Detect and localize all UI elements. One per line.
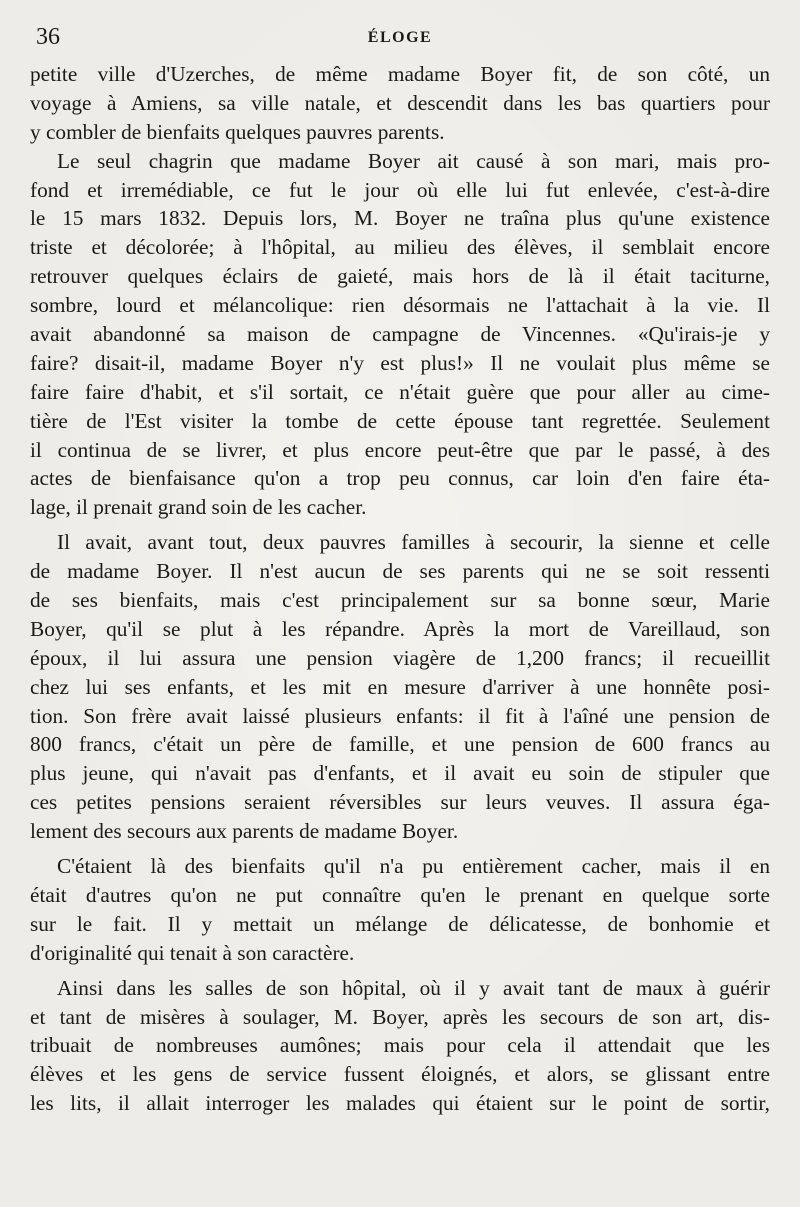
text-line: lement des secours aux parents de madame Boyer.: [30, 819, 459, 844]
text-line: petite ville d'Uzerches, de même madame Boyer fit, de son côté, un: [30, 62, 770, 86]
text-line: il continua de se livrer, et plus encore peut-être que par le passé, à des: [30, 437, 770, 462]
text-line: Le seul chagrin que madame Boyer ait causé à son mari, mais pro-: [57, 148, 770, 173]
paragraph: [30, 147, 770, 523]
text-line: élèves et les gens de service fussent éloignés, et alors, se glissant entre: [30, 1062, 770, 1087]
text-line: fond et irremédiable, ce fut le jour où elle lui fut enlevée, c'est-à-dire: [30, 177, 770, 202]
text-line: retrouver quelques éclairs de gaieté, mais hors de là il était taciturne,: [30, 264, 770, 289]
text-line: le 15 mars 1832. Depuis lors, M. Boyer ne traîna plus qu'une existence: [30, 206, 770, 231]
paragraph: [30, 974, 770, 1118]
text-line: faire faire d'habit, et s'il sortait, ce n'était guère que pour aller au cime-: [30, 379, 770, 404]
text-line: triste et décolorée; à l'hôpital, au milieu des élèves, il semblait encore: [30, 235, 770, 260]
paragraph: [30, 528, 770, 846]
page-header: [0, 22, 800, 56]
text-line: sur le fait. Il y mettait un mélange de délicatesse, de bonhomie et: [30, 911, 770, 936]
text-line: voyage à Amiens, sa ville natale, et descendit dans les bas quartiers pour: [30, 90, 770, 115]
text-line: plus jeune, qui n'avait pas d'enfants, et il avait eu soin de stipuler que: [30, 761, 770, 786]
text-line: lage, il prenait grand soin de les cacher.: [30, 495, 367, 520]
text-line: Boyer, qu'il se plut à les répandre. Après la mort de Vareillaud, son: [30, 616, 770, 641]
text-line: et tant de misères à soulager, M. Boyer, après les secours de son art, dis-: [30, 1004, 770, 1029]
text-line: Il avait, avant tout, deux pauvres familles à secourir, la sienne et celle: [57, 530, 770, 555]
text-line: époux, il lui assura une pension viagère de 1,200 francs; il recueillit: [30, 645, 770, 670]
text-line: 800 francs, c'était un père de famille, et une pension de 600 francs au: [30, 732, 770, 757]
text-line: était d'autres qu'on ne put connaître qu'en le prenant en quelque sorte: [30, 882, 770, 907]
text-line: C'étaient là des bienfaits qu'il n'a pu entièrement cacher, mais il en: [57, 854, 770, 879]
text-line: faire? disait-il, madame Boyer n'y est plus!» Il ne voulait plus même se: [30, 350, 770, 375]
text-line: de ses bienfaits, mais c'est principalement sur sa bonne sœur, Marie: [30, 588, 770, 613]
text-line: de madame Boyer. Il n'est aucun de ses parents qui ne se soit ressenti: [30, 559, 770, 584]
text-line: avait abandonné sa maison de campagne de Vincennes. «Qu'irais-je y: [30, 322, 770, 347]
text-line: d'originalité qui tenait à son caractère.: [30, 940, 355, 965]
text-line: chez lui ses enfants, et les mit en mesure d'arriver à une honnête posi-: [30, 674, 770, 699]
text-line: tière de l'Est visiter la tombe de cette épouse tant regrettée. Seulement: [30, 408, 770, 433]
text-line: tribuait de nombreuses aumônes; mais pour cela il attendait que les: [30, 1033, 770, 1058]
text-line: les lits, il allait interroger les malades qui étaient sur le point de sortir,: [30, 1091, 770, 1116]
paragraph: [30, 60, 770, 147]
page-number: 36: [36, 24, 60, 50]
running-title: ÉLOGE: [367, 29, 433, 46]
text-line: actes de bienfaisance qu'on a trop peu connus, car loin d'en faire éta-: [30, 466, 770, 491]
text-line: tion. Son frère avait laissé plusieurs enfants: il fit à l'aîné une pension de: [30, 703, 770, 728]
body-text: [30, 60, 770, 1118]
text-line: sombre, lourd et mélancolique: rien désormais ne l'attachait à la vie. Il: [30, 293, 770, 318]
paragraph: [30, 852, 770, 968]
text-line: ces petites pensions seraient réversibles sur leurs veuves. Il assura éga-: [30, 790, 770, 815]
text-line: Ainsi dans les salles de son hôpital, où il y avait tant de maux à guérir: [57, 975, 770, 1000]
text-line: y combler de bienfaits quelques pauvres parents.: [30, 119, 445, 144]
